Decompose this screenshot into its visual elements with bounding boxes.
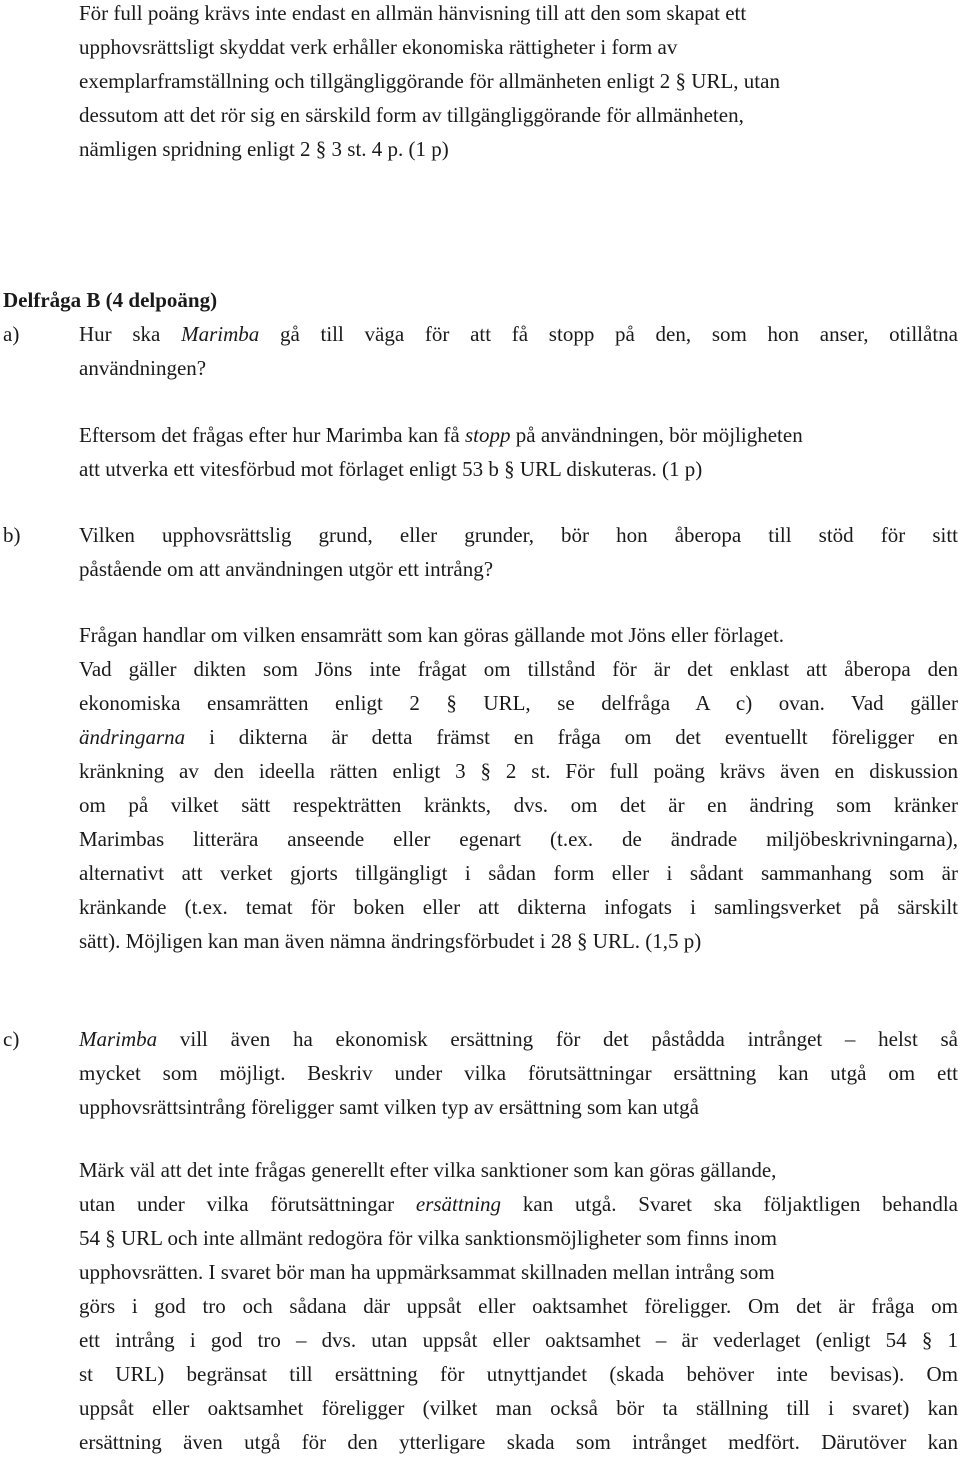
intro-line: upphovsrättsligt skyddat verk erhåller ekonomiska rättigheter i form av [79,35,678,59]
emphasis-ersattning: ersättning [415,1192,502,1216]
question-a-line: användningen? [79,356,207,380]
answer-b-line: ändringarna i dikterna är detta främst en fråga om det eventuellt föreligger en [79,725,958,749]
answer-c-line: Märk väl att det inte frågas generellt efter vilka sanktioner som kan göras gällande, [79,1158,777,1182]
answer-c-line: ett intrång i god tro – dvs. utan uppsåt eller oaktsamhet – är vederlaget (enligt 54 § 1 [79,1328,958,1352]
answer-b-line: Vad gäller dikten som Jöns inte frågat om tillstånd för är det enklast att åberopa den [79,657,958,681]
answer-c-line: 54 § URL och inte allmänt redogöra för vilka sanktionsmöjligheter som finns inom [79,1226,777,1250]
answer-b-line: ekonomiska ensamrätten enligt 2 § URL, se delfråga A c) ovan. Vad gäller [79,691,958,715]
answer-b-line: sätt). Möjligen kan man även nämna ändringsförbudet i 28 § URL. (1,5 p) [79,929,702,953]
answer-c-line: görs i god tro och sådana där uppsåt eller oaktsamhet föreligger. Om det är fråga om [79,1294,958,1318]
question-a [3,317,958,385]
answer-b-line: Marimbas litterära anseende eller egenart (t.ex. de ändrade miljöbeskrivningarna), [79,827,958,851]
answer-c-line: ersättning även utgå för den ytterligare skada som intrånget medfört. Därutöver kan [79,1430,958,1454]
question-c-line: upphovsrättsintrång föreligger samt vilken typ av ersättning som kan utgå [79,1095,699,1119]
question-c-line: Marimba vill även ha ekonomisk ersättning för det påstådda intrånget – helst så [79,1027,958,1051]
intro-line: exemplarframställning och tillgängliggörande för allmänheten enligt 2 § URL, utan [79,69,780,93]
emphasis-stopp: stopp [465,423,511,447]
answer-b-line: alternativt att verket gjorts tillgängligt i sådan form eller i sådant sammanhang som är [79,861,958,885]
intro-paragraph [79,0,939,166]
name-marimba: Marimba [79,1027,158,1051]
question-c-text [79,1022,958,1124]
question-a-label: a) [3,322,20,346]
answer-c-paragraph [79,1153,958,1459]
intro-line: För full poäng krävs inte endast en allmän hänvisning till att den som skapat ett [79,1,747,25]
answer-a-paragraph [79,418,958,486]
question-b [3,518,958,586]
name-marimba: Marimba [181,322,260,346]
answer-c-line: utan under vilka förutsättningar ersättning kan utgå. Svaret ska följaktligen behandla [79,1192,958,1216]
answer-c-line: uppsåt eller oaktsamhet föreligger (vilket man också bör ta ställning till i svaret) kan [79,1396,958,1420]
question-c [3,1022,958,1124]
answer-b-line: om på vilket sätt respekträtten kränkts, dvs. om det är en ändring som kränker [79,793,958,817]
question-a-text [79,317,958,385]
question-b-label: b) [3,523,21,547]
answer-a-line: att utverka ett vitesförbud mot förlaget enligt 53 b § URL diskuteras. (1 p) [79,457,703,481]
question-c-line: mycket som möjligt. Beskriv under vilka förutsättningar ersättning kan utgå om ett [79,1061,958,1085]
intro-line: dessutom att det rör sig en särskild form av tillgängliggörande för allmänheten, [79,103,744,127]
question-a-line: Hur ska Marimba gå till väga för att få stopp på den, som hon anser, otillåtna [79,322,958,346]
answer-b-line: kränkande (t.ex. temat för boken eller att dikterna infogats i samlingsverket på särskilt [79,895,958,919]
question-c-label: c) [3,1027,20,1051]
intro-line: nämligen spridning enligt 2 § 3 st. 4 p. (1 p) [79,137,449,161]
answer-b-line: Frågan handlar om vilken ensamrätt som kan göras gällande mot Jöns eller förlaget. [79,623,785,647]
emphasis-andringarna: ändringarna [79,725,186,749]
question-b-line: Vilken upphovsrättslig grund, eller grunder, bör hon åberopa till stöd för sitt [79,523,958,547]
answer-a-line: Eftersom det frågas efter hur Marimba kan få stopp på användningen, bör möjligheten [79,423,803,447]
section-heading: Delfråga B (4 delpoäng) [3,288,218,312]
answer-c-line: upphovsrätten. I svaret bör man ha uppmärksammat skillnaden mellan intrång som [79,1260,775,1284]
answer-b-paragraph [79,618,958,958]
question-b-text [79,518,958,586]
answer-b-line: kränkning av den ideella rätten enligt 3 § 2 st. För full poäng krävs även en diskussion [79,759,958,783]
question-b-line: påstående om att användningen utgör ett intrång? [79,557,494,581]
answer-c-line: st URL) begränsat till ersättning för utnyttjandet (skada behöver inte bevisas). Om [79,1362,958,1386]
